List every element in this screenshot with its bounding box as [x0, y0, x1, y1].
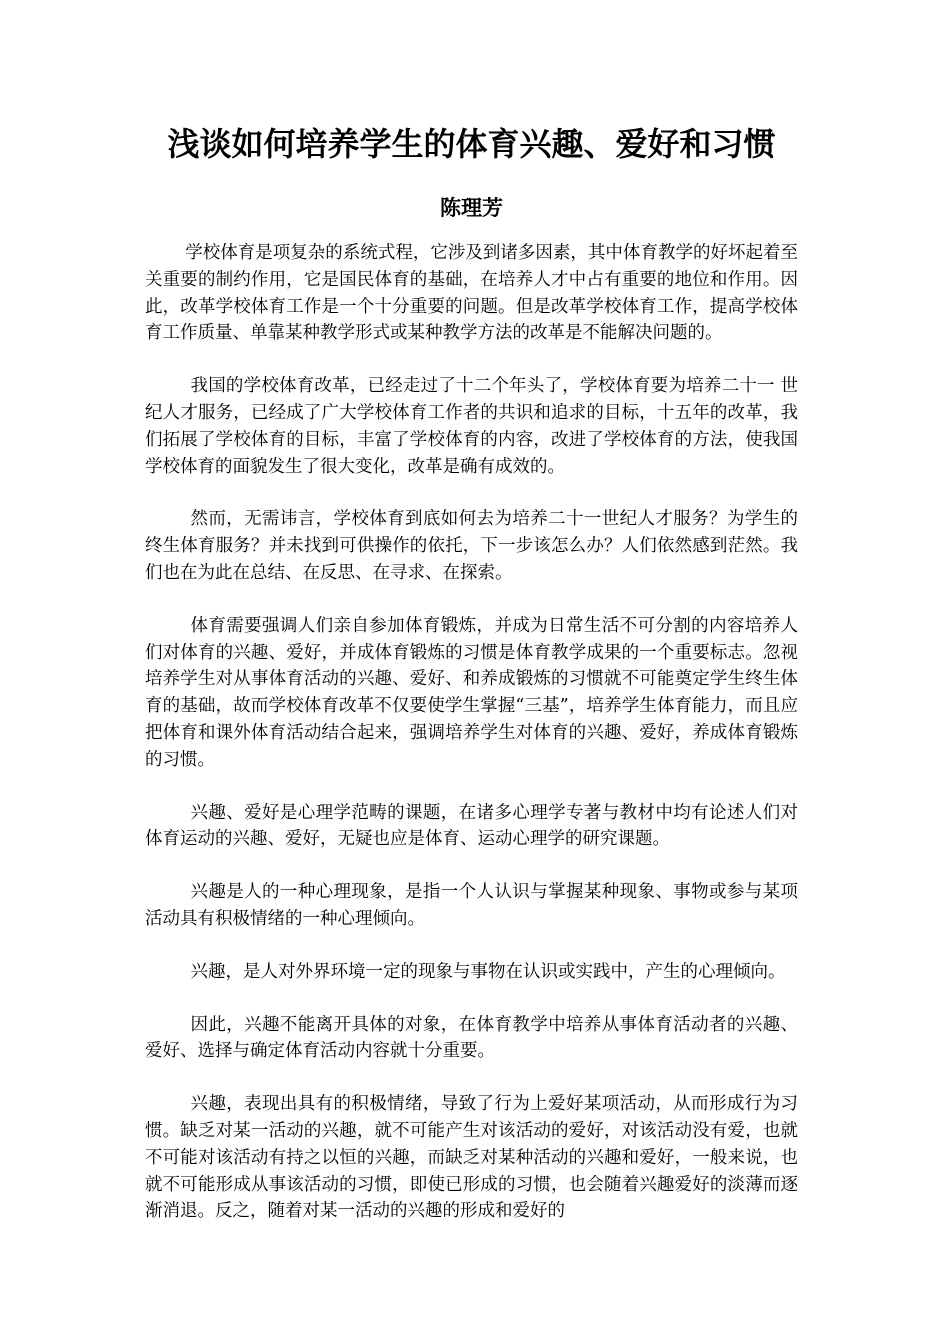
author-name: 陈理芳	[440, 195, 503, 220]
paragraph-3: 然而，无需讳言，学校体育到底如何去为培养二十一世纪人才服务？为学生的终生体育服务？并未找到可供操作的依托，下一步该怎么办？人们依然感到茫然。我们也在为此在总结、在反思、在寻求、在探索。	[145, 509, 798, 583]
paragraph-8: 因此，兴趣不能离开具体的对象，在体育教学中培养从事体育活动者的兴趣、爱好、选择与确定体育活动内容就十分重要。	[145, 1014, 798, 1062]
paragraph-7: 兴趣，是人对外界环境一定的现象与事物在认识或实践中，产生的心理倾向。	[190, 961, 786, 982]
document-body	[145, 240, 798, 1225]
paragraph-6: 兴趣是人的一种心理现象，是指一个人认识与掌握某种现象、事物或参与某项活动具有积极情绪的一种心理倾向。	[145, 882, 798, 929]
paragraph-1: 学校体育是项复杂的系统式程，它涉及到诸多因素，其中体育教学的好坏起着至关重要的制约作用，它是国民体育的基础，在培养人才中占有重要的地位和作用。因此，改革学校体育工作是一个十分重要的问题。但是改革学校体育工作，提高学校体育工作质量、单靠某种教学形式或某种教学方法的改革是不能解决问题的。	[145, 243, 798, 344]
paragraph-5: 兴趣、爱好是心理学范畴的课题，在诸多心理学专著与教材中均有论述人们对体育运动的兴趣、爱好，无疑也应是体育、运动心理学的研究课题。	[145, 802, 798, 850]
document-title: 浅谈如何培养学生的体育兴趣、爱好和习惯	[167, 125, 776, 163]
paragraph-9: 兴趣，表现出具有的积极情绪，导致了行为上爱好某项活动，从而形成行为习惯。缺乏对某一活动的兴趣，就不可能产生对该活动的爱好，对该活动没有爱，也就不可能对该活动有持之以恒的兴趣，而缺乏对某种活动的兴趣和爱好，一般来说，也就不可能形成从事该活动的习惯，即使已形成的习惯，也会随着兴趣爱好的淡薄而逐渐消退。反之，随着对某一活动的兴趣的形成和爱好的	[145, 1094, 798, 1222]
paragraph-4: 体育需要强调人们亲自参加体育锻炼，并成为日常生活不可分割的内容培养人们对体育的兴趣、爱好，并成体育锻炼的习惯是体育教学成果的一个重要标志。忽视培养学生对从事体育活动的兴趣、爱好、和养成锻炼的习惯就不可能奠定学生终生体育的基础，故而学校体育改革不仅要使学生掌握“三基”，培养学生体育能力，而且应把体育和课外体育活动结合起来，强调培养学生对体育的兴趣、爱好，养成体育锻炼的习惯。	[145, 615, 798, 770]
paragraph-2: 我国的学校体育改革，已经走过了十二个年头了，学校体育要为培养二十一 世纪人才服务，已经成了广大学校体育工作者的共识和追求的目标，十五年的改革，我们拓展了学校体育的目标，丰富了学校体育的内容，改进了学校体育的方法，使我国学校体育的面貌发生了很大变化，改革是确有成效的。	[145, 376, 798, 477]
